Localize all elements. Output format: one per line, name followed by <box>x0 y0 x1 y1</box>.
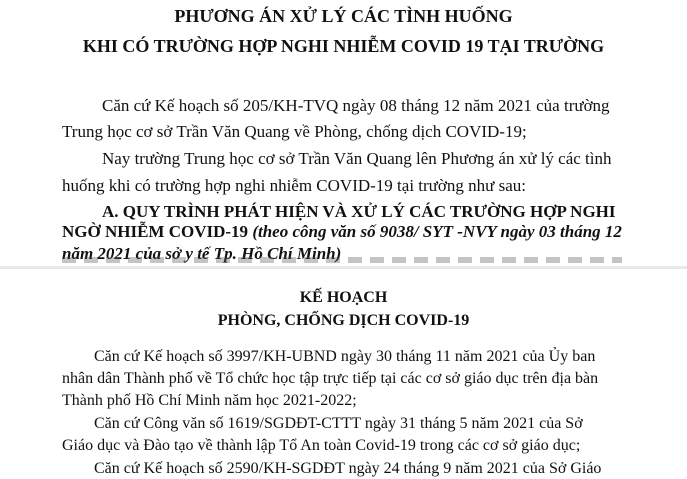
doc2-para2-line1: Căn cứ Công văn số 1619/SGDĐT-CTTT ngày 31 tháng 5 năm 2021 của Sở <box>94 415 583 432</box>
doc1-title-line2: KHI CÓ TRƯỜNG HỢP NGHI NHIỄM COVID 19 TẠI TRƯỜNG <box>82 36 605 56</box>
doc1-section-a-line1: A. QUY TRÌNH PHÁT HIỆN VÀ XỬ LÝ CÁC TRƯỜNG HỢP NGHI <box>102 202 616 221</box>
doc1-para2-line1: Nay trường Trung học cơ sở Trần Văn Quang lên Phương án xử lý các tình <box>102 149 612 168</box>
doc2-title-line1: KẾ HOẠCH <box>299 289 388 306</box>
cut-off-text-row <box>62 257 622 263</box>
doc2-para1-line3: Thành phố Hồ Chí Minh năm học 2021-2022; <box>62 392 357 409</box>
doc1-section-a-line2 <box>62 222 622 242</box>
doc2-para1-line2: nhân dân Thành phố về Tổ chức học tập trực tiếp tại các cơ sở giáo dục trên địa bàn <box>62 370 599 387</box>
doc1-section-a-line3: năm 2021 của sở y tế Tp. Hồ Chí Minh) <box>62 244 342 263</box>
doc2-para1-line1: Căn cứ Kế hoạch số 3997/KH-UBND ngày 30 tháng 11 năm 2021 của Ủy ban <box>94 348 596 365</box>
doc1-para2-line2: huống khi có trường hợp nghi nhiễm COVID-19 tại trường như sau: <box>62 176 526 195</box>
doc2-para2-line2: Giáo dục và Đào tạo về thành lập Tổ An toàn Covid-19 trong các cơ sở giáo dục; <box>62 437 581 454</box>
doc1-title-line1: PHƯƠNG ÁN XỬ LÝ CÁC TÌNH HUỐNG <box>174 6 513 26</box>
doc2-para3-line1: Căn cứ Kế hoạch số 2590/KH-SGDĐT ngày 24 tháng 9 năm 2021 của Sở Giáo <box>94 460 602 477</box>
doc2-title-line2: PHÒNG, CHỐNG DỊCH COVID-19 <box>217 312 470 329</box>
page-divider <box>0 266 687 269</box>
doc1-para1-line1: Căn cứ Kế hoạch số 205/KH-TVQ ngày 08 tháng 12 năm 2021 của trường <box>102 96 610 115</box>
doc1-section-a-italic: (theo công văn số 9038/ SYT -NVY ngày 03 tháng 12 <box>248 222 622 241</box>
doc1-para1-line2: Trung học cơ sở Trần Văn Quang về Phòng, chống dịch COVID-19; <box>62 122 527 141</box>
doc1-section-a-bold: NGỜ NHIỄM COVID-19 <box>62 222 249 241</box>
